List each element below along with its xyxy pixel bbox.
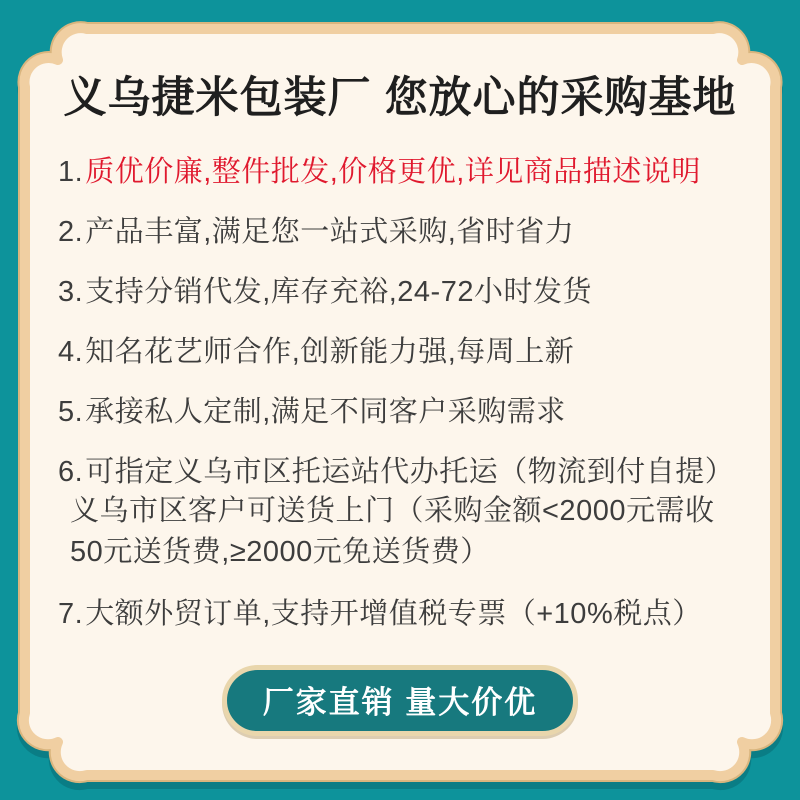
list-item-line-1 — [58, 456, 734, 488]
list-item-number: 7. — [58, 598, 84, 630]
footer — [42, 665, 758, 736]
list-item-text: 支持分销代发,库存充裕,24-72小时发货 — [85, 276, 592, 308]
list-item-text: 知名花艺师合作,创新能力强,每周上新 — [85, 336, 575, 368]
factory-direct-button[interactable]: 厂家直销 量大价优 — [222, 665, 579, 736]
selling-points-list — [42, 153, 758, 655]
list-item-text: 大额外贸订单,支持开增值税专票（+10%税点） — [85, 598, 702, 630]
list-item-text: 质优价廉,整件批发,价格更优,详见商品描述说明 — [85, 156, 701, 188]
list-item-7 — [58, 595, 758, 633]
list-item-number: 4. — [58, 336, 84, 368]
list-item-6 — [58, 453, 758, 573]
list-item-4 — [58, 333, 758, 371]
list-item-text: 承接私人定制,满足不同客户采购需求 — [85, 396, 566, 428]
list-item-number: 2. — [58, 216, 84, 248]
list-item-text: 可指定义乌市区托运站代办托运（物流到付自提） — [85, 456, 735, 488]
list-item-line-3: 50元送货费,≥2000元免送货费） — [70, 536, 490, 568]
page-title: 义乌捷米包装厂 您放心的采购基地 — [63, 74, 737, 122]
list-item-number: 6. — [58, 456, 84, 488]
list-item-3 — [58, 273, 758, 311]
card-content — [42, 38, 758, 764]
list-item-line-2: 义乌市区客户可送货上门（采购金额<2000元需收 — [70, 495, 715, 527]
list-item-number: 5. — [58, 396, 84, 428]
list-item-1 — [58, 153, 758, 191]
list-item-number: 3. — [58, 276, 84, 308]
list-item-5 — [58, 393, 758, 431]
list-item-text: 产品丰富,满足您一站式采购,省时省力 — [85, 216, 575, 248]
list-item-2 — [58, 213, 758, 251]
list-item-number: 1. — [58, 156, 84, 188]
